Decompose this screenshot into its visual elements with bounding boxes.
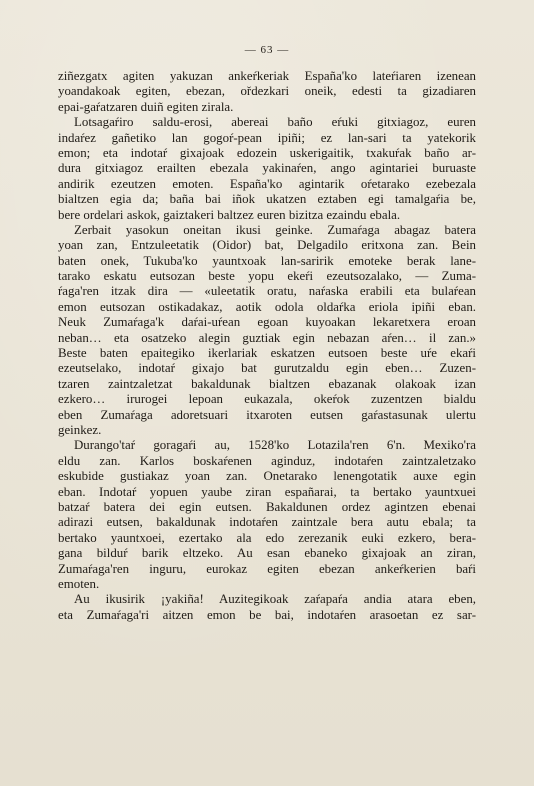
text-line: batzaŕ batera dei egin eutsen. Bakaldunen ordez agintzen ebenai <box>58 499 476 514</box>
text-line: Beste baten epaitegiko ikerlariak eskatzen eutsoen beste uŕe ekaŕi <box>58 346 476 361</box>
text-line: dura gitxiagoz erailten ebezala yakinaŕen, ango agintariei buruaste <box>58 161 476 176</box>
text-line: gana bilduŕ barik eltzeko. Au esan ebaneko gixajoak an ziran, <box>58 546 476 561</box>
text-line: epai-gaŕatzaren duiñ egiten zirala. <box>58 99 234 114</box>
page-number: — 63 — <box>244 44 290 56</box>
paragraph <box>58 115 476 223</box>
text-line: baten onek, Tukuba'ko yauntxoak lan-saririk emoteke berak lane- <box>58 253 476 268</box>
paragraph <box>58 69 476 115</box>
text-line: yoan zan, Entzuleetatik (Oidor) bat, Delgadilo eritxona zan. Bein <box>58 238 476 253</box>
paragraph <box>58 438 476 592</box>
text-line: eta Zumaŕaga'ri aitzen emon be bai, indotaŕen arasoetan ez sar- <box>58 607 476 622</box>
text-line: yoandakoak egiten, ebezan, ořdezkari oneik, edesti ta gizadiaren <box>58 84 476 99</box>
text-line: bialtzen egia da; baña bai iñok ukatzen eztaben egi tamalgaŕia be, <box>58 192 476 207</box>
text-line: Zumaŕaga'ren inguru, eurokaz egiten ebezan ankeŕkerien baŕi <box>58 561 476 576</box>
text-line: Neuk Zumaŕaga'k daŕai-uŕean egoan kuyoakan lekaretxera eroan <box>58 315 476 330</box>
text-line: tzaren zaintzaletzat bakaldunak bialtzen ebazanak olakoak izan <box>58 376 476 391</box>
text-line: Lotsagaŕiro saldu-erosi, abereai baño eŕuki gitxiagoz, euren <box>74 115 476 130</box>
text-line: bertako yauntxoei, ezertako ala edo zerezanik euki ezkero, bera- <box>58 530 476 545</box>
text-line: tarako eskatu eutsozan beste yopu ekeŕi ezeutsozalako, — Zuma- <box>58 269 476 284</box>
text-line: adirazi eutsen, bakaldunak indotaŕen zaintzale bera autu ebala; ta <box>58 515 476 530</box>
text-line: emon eutsozan ostikadakaz, aotik odola oldaŕka eriola ipiñi eban. <box>58 299 476 314</box>
text-line: andirik ezeutzen emoten. España'ko agintarik oŕetarako ezebezala <box>58 176 476 191</box>
text-line: emon; eta indotaŕ gixajoak edozein uskerigaitik, txakuŕak baño ar- <box>58 145 476 160</box>
text-line: neban… eta osatzeko alegin guztiak egin nebazan aŕen… il zan.» <box>58 330 476 345</box>
text-line: ŕaga'ren itzak dira — «uleetatik oratu, naŕaska erabili eta bulaŕean <box>58 284 476 299</box>
text-line: eskubide gustiakaz yoan zan. Onetarako lenengotatik auxe egin <box>58 469 476 484</box>
text-line: bere ordelari askok, gaiztakeri baltzez euren bizitza ezaindu ebala. <box>58 207 401 222</box>
body-text <box>58 69 476 623</box>
text-line: Zerbait yasokun oneitan ikusi geinke. Zumaŕaga abagaz batera <box>74 222 476 237</box>
text-line: ezeutselako, indotaŕ gixajo bat gurutzaldu egin eben… Zuzen- <box>58 361 476 376</box>
text-line: geinkez. <box>58 422 102 437</box>
text-line: emoten. <box>58 576 100 591</box>
text-line: eban. Indotaŕ yopuen yaube ziran españarai, ta bertako yauntxuei <box>58 484 476 499</box>
text-line: eldu zan. Karlos boskaŕenen aginduz, indotaŕen zaintzaletzako <box>58 453 476 468</box>
text-line: indaŕez gañetiko lan gogoŕ-pean ipiñi; ez lan-sari ta yatekorik <box>58 130 476 145</box>
paragraph <box>58 223 476 438</box>
paragraph <box>58 592 476 623</box>
text-line: Durango'taŕ goragaŕi au, 1528'ko Lotazila'ren 6'n. Mexiko'ra <box>74 438 476 453</box>
text-line: ziñezgatx agiten yakuzan ankeŕkeriak España'ko lateŕiaren izenean <box>58 69 476 83</box>
text-line: ezkero… irurogei lepoan eukazala, okeŕok zuzentzen bialdu <box>58 392 476 407</box>
text-line: eben Zumaŕaga adoretsuari itxaroten eutsen gaŕastasunak ulertu <box>58 407 476 422</box>
text-line: Au ikusirik ¡yakiña! Auzitegikoak zaŕapaŕa andia atara eben, <box>74 592 476 607</box>
